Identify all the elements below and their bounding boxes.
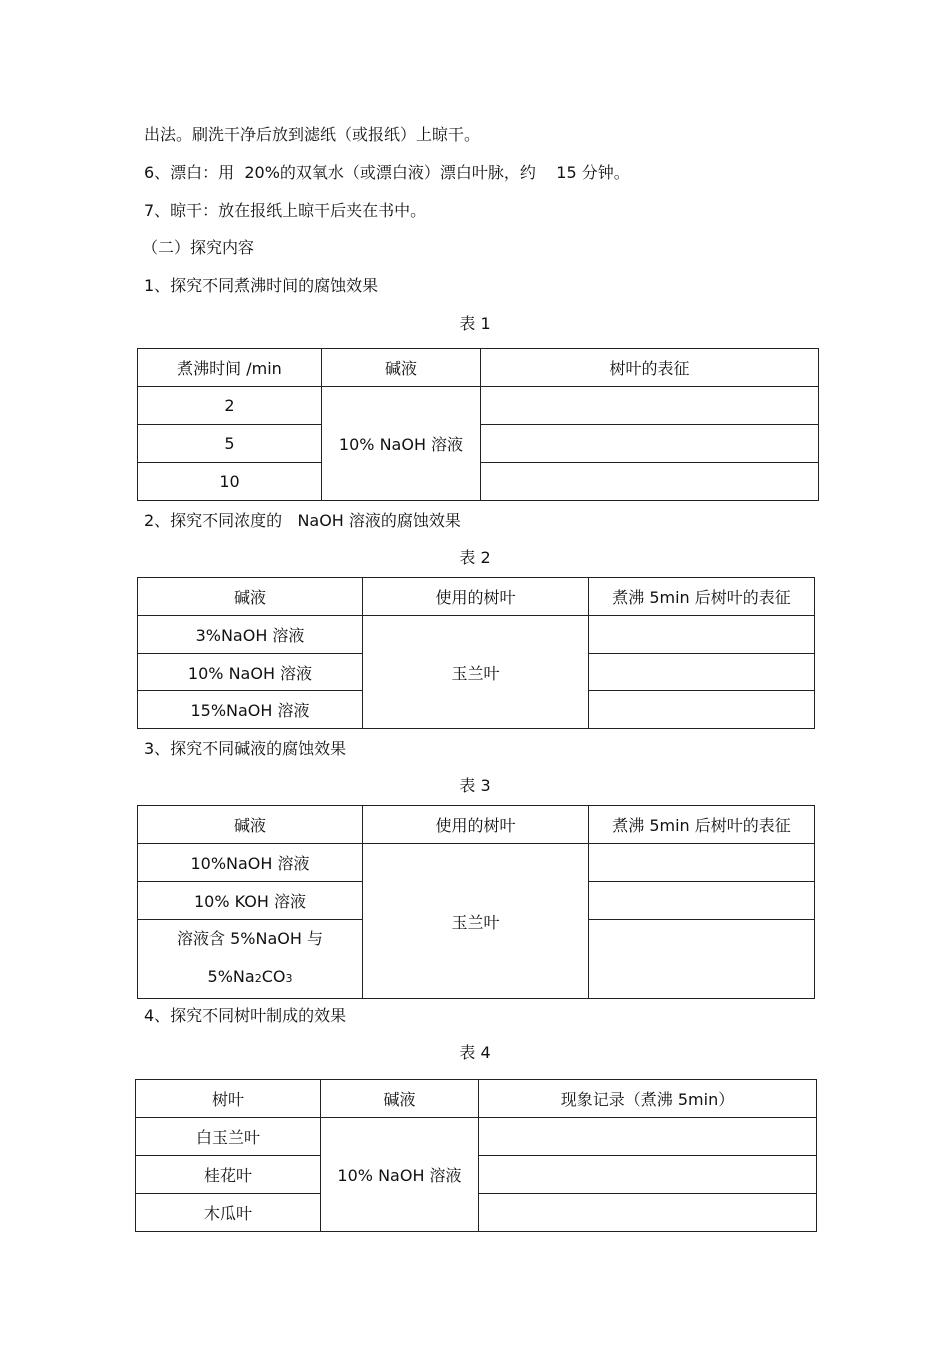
table1-empty-cell: [481, 425, 819, 463]
table2-header-alkali: 碱液: [138, 578, 363, 616]
table4-merged-alkali: 10% NaOH 溶液: [321, 1118, 479, 1232]
table3-empty-cell: [589, 920, 815, 999]
table3-cell-alkali: 10%NaOH 溶液: [138, 844, 363, 882]
paragraph-line: 出法。刷洗干净后放到滤纸（或报纸）上晾干。: [144, 125, 481, 144]
table4-empty-cell: [479, 1118, 817, 1156]
table2-cell-alkali: 15%NaOH 溶液: [138, 691, 363, 729]
table2-empty-cell: [589, 616, 815, 654]
paragraph-dry: 7、晾干：放在报纸上晾干后夹在书中。: [144, 201, 427, 220]
table4-cell-leaf: 白玉兰叶: [136, 1118, 321, 1156]
table1-merged-alkali: 10% NaOH 溶液: [322, 387, 481, 501]
table3-header-leaf: 使用的树叶: [363, 806, 589, 844]
table2-merged-leaf: 玉兰叶: [363, 616, 589, 729]
table2-empty-cell: [589, 691, 815, 729]
table4-header-record: 现象记录（煮沸 5min）: [479, 1080, 817, 1118]
table2-cell-alkali: 3%NaOH 溶液: [138, 616, 363, 654]
table2-header-result: 煮沸 5min 后树叶的表征: [589, 578, 815, 616]
table2-cell-alkali: 10% NaOH 溶液: [138, 654, 363, 691]
table4-cell-leaf: 木瓜叶: [136, 1194, 321, 1232]
table4-empty-cell: [479, 1156, 817, 1194]
table3-caption: 表 3: [459, 776, 491, 795]
table1-empty-cell: [481, 387, 819, 425]
table4-cell-leaf: 桂花叶: [136, 1156, 321, 1194]
question-2: 2、探究不同浓度的 NaOH 溶液的腐蚀效果: [144, 511, 461, 530]
table3-cell-mixed-alkali: [138, 920, 363, 999]
table3-empty-cell: [589, 844, 815, 882]
table1-header-alkali: 碱液: [322, 349, 481, 387]
table1-empty-cell: [481, 463, 819, 501]
question-3: 3、探究不同碱液的腐蚀效果: [144, 739, 347, 758]
table4-caption: 表 4: [459, 1043, 491, 1062]
table2-header-leaf: 使用的树叶: [363, 578, 589, 616]
table1-cell-time: 2: [138, 387, 322, 425]
table3-merged-leaf: 玉兰叶: [363, 844, 589, 999]
table3-header-alkali: 碱液: [138, 806, 363, 844]
table1-header-leaf: 树叶的表征: [481, 349, 819, 387]
table3-header-result: 煮沸 5min 后树叶的表征: [589, 806, 815, 844]
table2-caption: 表 2: [459, 548, 491, 567]
table1-caption: 表 1: [459, 314, 491, 333]
table1-header-time: 煮沸时间 /min: [138, 349, 322, 387]
table4-empty-cell: [479, 1194, 817, 1232]
question-4: 4、探究不同树叶制成的效果: [144, 1006, 347, 1025]
table3-cell-alkali: 10% KOH 溶液: [138, 882, 363, 920]
table4-header-leaf: 树叶: [136, 1080, 321, 1118]
table3-mixed-line2: 5%Na2CO3: [207, 967, 293, 986]
table4-header-alkali: 碱液: [321, 1080, 479, 1118]
question-1: 1、探究不同煮沸时间的腐蚀效果: [144, 276, 379, 295]
table-3: [137, 805, 815, 999]
table1-cell-time: 10: [138, 463, 322, 501]
table3-empty-cell: [589, 882, 815, 920]
table3-mixed-line1: 溶液含 5%NaOH 与: [177, 929, 323, 948]
table-1: [137, 348, 819, 501]
table2-empty-cell: [589, 654, 815, 691]
table1-cell-time: 5: [138, 425, 322, 463]
table-4: [135, 1079, 817, 1232]
table-2: [137, 577, 815, 729]
section-heading: （二）探究内容: [142, 238, 255, 257]
paragraph-bleach: 6、漂白：用 20%的双氧水（或漂白液）漂白叶脉，约 15 分钟。: [144, 163, 630, 182]
